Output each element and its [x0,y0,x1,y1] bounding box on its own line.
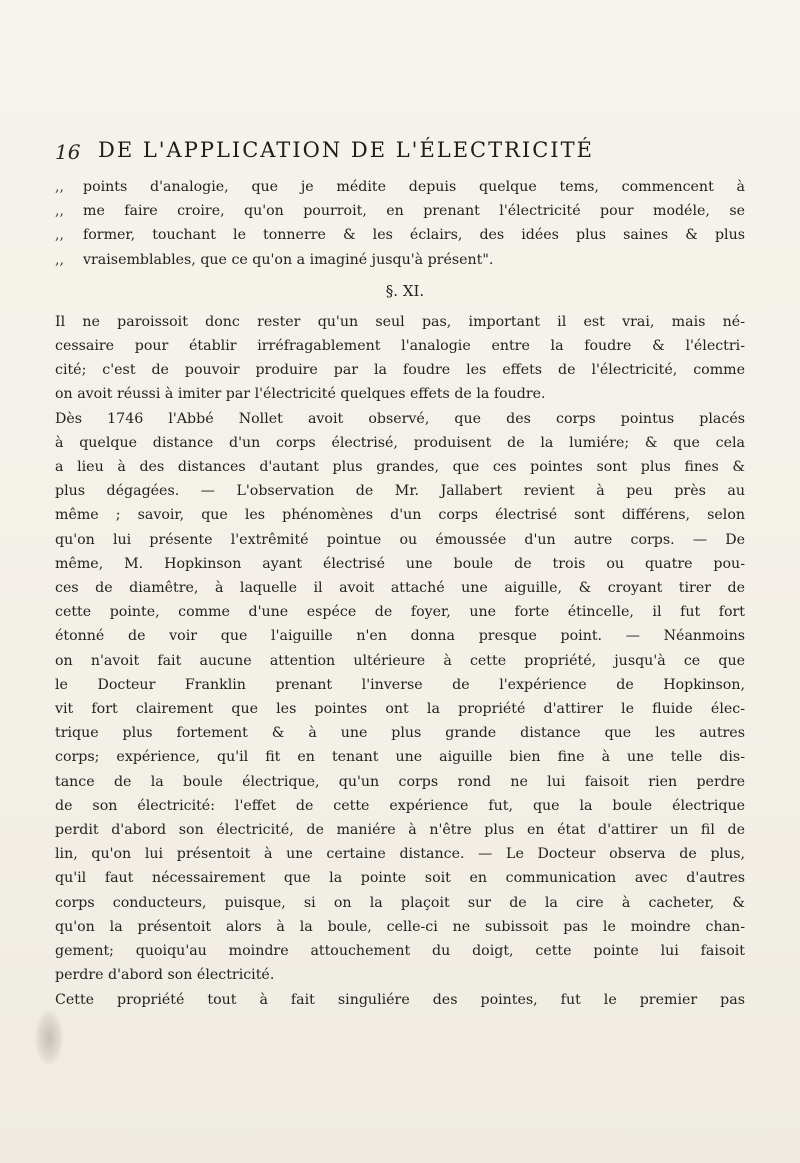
text-line: étonné de voir que l'aiguille n'en donna presque point. — Néanmoins [55,628,745,645]
text-line: qu'on la présentoit alors à la boule, celle-ci ne subissoit pas le moindre chan- [55,918,745,935]
text-line: corps conducteurs, puisque, si on la plaçoit sur de la cire à cacheter, & [55,894,745,911]
quote-text: points d'analogie, que je médite depuis quelque tems, commencent à [83,179,745,195]
text-line: cité; c'est de pouvoir produire par la foudre les effets de l'électricité, comme [55,362,745,379]
text-line: Dès 1746 l'Abbé Nollet avoit observé, que des corps pointus placés [55,410,745,427]
quote-line [55,175,745,199]
quote-line [55,248,745,272]
text-line: tance de la boule électrique, qu'un corps rond ne lui faisoit rien perdre [55,773,745,790]
text-line: vit fort clairement que les pointes ont la propriété d'attirer le fluide élec- [55,701,745,718]
quote-mark: ,, [55,227,65,244]
text-line: cette pointe, comme d'une espéce de foyer, une forte étincelle, il fut fort [55,604,745,621]
running-title: DE L'APPLICATION DE L'ÉLECTRICITÉ [98,138,594,162]
quote-text: me faire croire, qu'on pourroit, en prenant l'électricité pour modéle, se [83,203,745,220]
paper-stain [35,1010,63,1065]
quote-mark: ,, [55,203,65,220]
text-line: on n'avoit fait aucune attention ultérieure à cette propriété, jusqu'à ce que [55,652,745,669]
quote-text: former, touchant le tonnerre & les éclairs, des idées plus saines & plus [83,227,745,244]
text-line: cessaire pour établir irréfragablement l'analogie entre la foudre & l'électri- [55,338,745,355]
quotation-block [55,175,745,272]
text-line: trique plus fortement & à une plus grande distance que les autres [55,725,745,742]
text-line: de son électricité: l'effet de cette expérience fut, que la boule électrique [55,797,745,814]
text-line: ces de diamêtre, à laquelle il avoit attaché une aiguille, & croyant tirer de [55,580,745,597]
text-line: corps; expérience, qu'il fit en tenant une aiguille bien fine à une telle dis- [55,749,745,766]
quote-text: vraisemblables, que ce qu'on a imaginé jusqu'à présent". [83,251,494,268]
text-line: plus dégagées. — L'observation de Mr. Jallabert revient à peu près au [55,483,745,500]
quote-mark: ,, [55,179,65,195]
text-line: perdit d'abord son électricité, de maniére à n'être plus en état d'attirer un fil de [55,822,745,839]
text-line: qu'on lui présente l'extrêmité pointue ou émoussée d'un autre corps. — De [55,531,745,548]
text-line: perdre d'abord son électricité. [55,967,275,984]
text-line: à quelque distance d'un corps électrisé, produisent de la lumiére; & que cela [55,434,745,451]
paragraph-text [55,310,745,1012]
text-line: on avoit réussi à imiter par l'électricité quelques effets de la foudre. [55,386,546,403]
text-line: gement; quoiqu'au moindre attouchement du doigt, cette pointe lui faisoit [55,943,745,960]
quote-line [55,199,745,223]
text-line: qu'il faut nécessairement que la pointe soit en communication avec d'autres [55,870,745,887]
page-number: 16 [55,140,81,164]
quote-mark: ,, [55,251,65,268]
text-line: Il ne paroissoit donc rester qu'un seul pas, important il est vrai, mais né- [55,313,745,330]
text-line: même, M. Hopkinson ayant électrisé une boule de trois ou quatre pou- [55,555,745,572]
text-line: même ; savoir, que les phénomènes d'un corps électrisé sont différens, selon [55,507,745,524]
text-line: a lieu à des distances d'autant plus grandes, que ces pointes sont plus fines & [55,459,745,476]
text-line: lin, qu'on lui présentoit à une certaine distance. — Le Docteur observa de plus, [55,846,745,863]
text-line: Cette propriété tout à fait singuliére des pointes, fut le premier pas [55,991,745,1008]
section-heading: §. XI. [385,281,425,300]
page-header [55,138,745,168]
text-line: le Docteur Franklin prenant l'inverse de l'expérience de Hopkinson, [55,676,745,693]
body-text [55,175,745,1012]
quote-line [55,223,745,247]
